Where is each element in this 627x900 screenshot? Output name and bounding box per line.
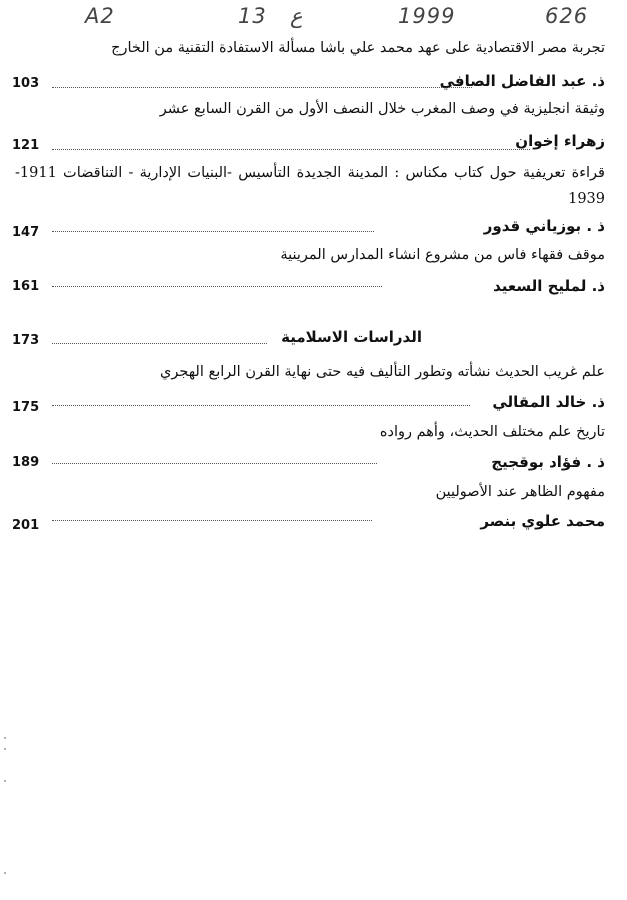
entry-author: زهراء إخوان	[515, 132, 605, 150]
entry-title: موقف فقهاء فاس من مشروع انشاء المدارس المرينية	[280, 247, 605, 263]
entry-page-number: 121	[12, 138, 40, 153]
scan-speck	[4, 780, 6, 782]
scan-speck	[4, 872, 6, 874]
entry-author: محمد علوي بنصر	[480, 512, 605, 530]
entry-title: وثيقة انجليزية في وصف المغرب خلال النصف الأول من القرن السابع عشر	[159, 101, 605, 117]
dot-leader	[52, 286, 382, 287]
entry-author: ذ. لمليح السعيد	[493, 277, 605, 295]
entry-page-number: 161	[12, 279, 40, 294]
dot-leader	[52, 463, 377, 464]
entry-page-number: 147	[12, 225, 40, 240]
dot-leader	[52, 520, 372, 521]
entry-author: ذ . فؤاد بوقجيج	[491, 453, 605, 471]
entry-page-number: 189	[12, 455, 40, 470]
dot-leader	[52, 405, 470, 406]
entry-page-number: 175	[12, 400, 40, 415]
entry-page-number: 103	[12, 76, 40, 91]
entry-title: تاريخ علم مختلف الحديث، وأهم رواده	[379, 424, 605, 440]
entry-title: علم غريب الحديث نشأته وتطور التأليف فيه حتى نهاية القرن الرابع الهجري	[160, 364, 605, 380]
entry-author: ذ. عبد الفاضل الصافي	[439, 72, 605, 90]
scan-speck	[4, 737, 6, 739]
handwritten-code-a: A2	[85, 4, 115, 28]
handwritten-issue-mark: ع	[290, 4, 303, 28]
handwritten-number: 626	[545, 4, 589, 28]
handwritten-code-b: 13	[238, 4, 267, 28]
entry-title: مفهوم الظاهر عند الأصوليين	[435, 484, 605, 500]
entry-page-number: 201	[12, 518, 40, 533]
entry-title: تجربة مصر الاقتصادية على عهد محمد علي باشا مسألة الاستفادة التقنية من الخارج	[111, 40, 605, 56]
entry-author: ذ. خالد المقالي	[492, 393, 605, 411]
dot-leader	[52, 149, 530, 150]
scan-speck	[4, 748, 6, 750]
section-page-number: 173	[12, 333, 40, 348]
entry-author: ذ . بوزياني قدور	[483, 217, 605, 235]
handwritten-year: 1999	[398, 4, 456, 28]
dot-leader	[52, 343, 267, 344]
entry-title: قراءة تعريفية حول كتاب مكناس : المدينة الجديدة التأسيس -البنيات الإدارية - التناقضات 1911-1939	[15, 165, 605, 207]
dot-leader	[52, 87, 472, 88]
dot-leader	[52, 231, 374, 232]
section-heading: الدراسات الاسلامية	[281, 328, 422, 346]
